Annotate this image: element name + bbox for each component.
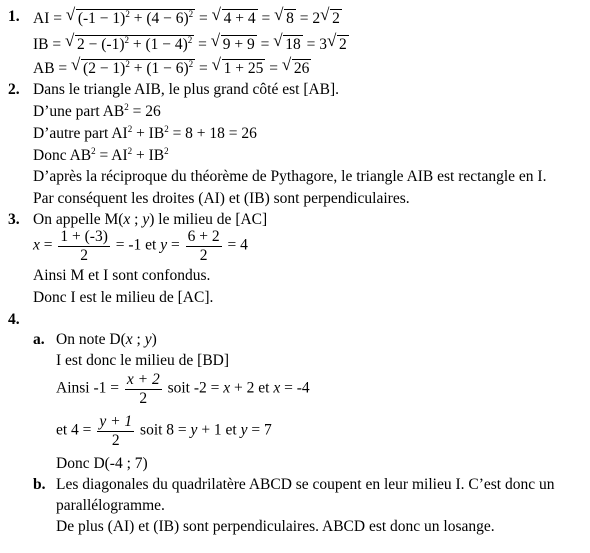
equals: = (256, 36, 274, 53)
fraction-denominator: 2 (80, 246, 88, 264)
exponent: 2 (164, 124, 169, 134)
exponent: 2 (127, 146, 133, 156)
ai-rad4: 2 (332, 10, 340, 27)
q4a-line4 (56, 414, 272, 448)
q3-line1-a: On appelle M( (33, 211, 124, 228)
fraction-y (186, 229, 222, 263)
ib-coef: 3 (319, 36, 328, 53)
exponent: 2 (125, 59, 130, 69)
var-y: y (160, 236, 168, 254)
equation-ib (33, 31, 349, 53)
fraction-denominator: 2 (199, 246, 208, 264)
q4a-line4-a: et 4 = (56, 421, 96, 439)
q2-line2-a: D’une part AB (33, 103, 125, 120)
var-x: x (123, 211, 131, 228)
q4a-line3-b: soit -2 = (163, 379, 224, 397)
fraction-denominator: 2 (139, 389, 148, 407)
ai-lhs: AI = (33, 10, 66, 27)
ai-rad2: 4 + 4 (223, 10, 256, 27)
fraction-numerator: 6 + 2 (187, 228, 220, 245)
radical-ai-3: √ 8 (274, 5, 294, 27)
part-label-a: a. (33, 331, 45, 348)
ai-rad1-b: + (4 − 6) (129, 10, 189, 27)
q2-line1: Dans le triangle AIB, le plus grand côté est [AB]. (33, 81, 340, 98)
q2-line3-b: + IB (132, 125, 165, 142)
radical-ab-3: √ 26 (281, 55, 310, 77)
exponent: 2 (164, 146, 169, 156)
q4a-line4-b: soit 8 = (136, 421, 191, 439)
part-label-b: b. (33, 476, 46, 493)
var-x: x (273, 379, 281, 397)
equals: = (265, 60, 282, 77)
q2-line4-c: + IB (132, 147, 165, 164)
q2-line3 (33, 126, 257, 142)
var-y: y (144, 331, 152, 348)
radical-ai-4: √ 2 (320, 5, 340, 27)
q4a-line3-d: = -4 (280, 379, 310, 397)
q2-line4-a: Donc AB (33, 147, 92, 164)
fraction-denominator: 2 (111, 431, 120, 449)
exponent: 2 (91, 146, 96, 156)
q4b-line2: parallélogramme. (56, 497, 165, 514)
fraction-y-plus-1 (97, 414, 134, 448)
var-y: y (240, 421, 248, 439)
question-number-2: 2. (8, 81, 20, 98)
equals: = (195, 10, 212, 27)
question-number-4: 4. (8, 311, 20, 328)
ab-rad1-b: + (1 − 6) (129, 60, 189, 77)
fraction-numerator: x + 2 (126, 371, 160, 388)
q2-line3-a: D’autre part AI (33, 125, 128, 142)
q4b-line1: Les diagonales du quadrilatère ABCD se coupent en leur milieu I. C’est donc un (56, 476, 555, 493)
q4a-line1-b: ) (151, 331, 157, 348)
radical-ib-4: √ 2 (327, 31, 347, 53)
q2-line2-b: = 26 (128, 103, 161, 120)
fraction-numerator: y + 1 (99, 413, 133, 430)
exponent: 2 (124, 35, 129, 45)
equals: = (195, 60, 212, 77)
q2-line3-c: = 8 + 18 = 26 (168, 125, 257, 142)
separator: ; (130, 211, 143, 228)
equation-ai (33, 5, 342, 27)
exponent: 2 (187, 35, 193, 45)
exponent: 2 (127, 124, 133, 134)
ab-rad2: 1 + 25 (223, 60, 264, 77)
q2-line2 (33, 104, 161, 120)
q3-line1 (33, 212, 267, 228)
separator: ; (132, 331, 145, 348)
var-y: y (190, 421, 198, 439)
ib-rad2: 9 + 9 (222, 36, 255, 53)
equals: = (167, 236, 184, 254)
q4a-line1 (56, 332, 157, 348)
q4a-line2: I est donc le milieu de [BD] (56, 352, 230, 369)
q4a-line3-a: Ainsi -1 = (56, 379, 123, 397)
ib-rad1-b: + (1 − 4) (128, 36, 188, 53)
radical-ib-3: √ 18 (273, 31, 301, 53)
exponent: 2 (125, 9, 130, 19)
q4a-line4-d: = 7 (247, 421, 272, 439)
var-x: x (223, 379, 231, 397)
ib-rad3: 18 (285, 36, 301, 53)
ib-lhs: IB = (33, 36, 65, 53)
q2-line4 (33, 148, 169, 164)
q4b-line3: De plus (AI) et (IB) sont perpendiculaires. ABCD est donc un losange. (56, 518, 495, 535)
equals: = (194, 36, 211, 53)
q4a-line3-c: + 2 et (230, 379, 274, 397)
fraction-numerator: 1 + (-3) (60, 228, 108, 245)
q3-line4: Donc I est le milieu de [AC]. (33, 289, 214, 306)
ib-rad4: 2 (339, 36, 347, 53)
exponent: 2 (188, 59, 194, 69)
ab-rad3: 26 (293, 60, 310, 77)
q2-line6: Par conséquent les droites (AI) et (IB) sont perpendiculaires. (33, 190, 410, 207)
q3-eq-x-rhs: = -1 et (111, 236, 161, 254)
radical-ai-1: √ $(-1 - 1)^2 + (4 - 6)^2$ (65, 5, 194, 27)
q4a-line4-c: + 1 et (197, 421, 241, 439)
exponent: 2 (124, 102, 129, 112)
equals: = (295, 10, 313, 27)
question-number-3: 3. (8, 211, 20, 228)
q2-line5: D’après la réciproque du théorème de Pythagore, le triangle AIB est rectangle en I. (33, 168, 547, 185)
equation-ab (33, 55, 311, 77)
fraction-x-plus-2 (125, 372, 162, 406)
question-number-1: 1. (8, 8, 20, 25)
radical-ib-1: √ $2 - (-1)^2 + (1 - 4)^2$ (65, 31, 193, 53)
ib-rad1-a: 2 − (-1) (77, 36, 125, 53)
exponent: 2 (188, 9, 194, 19)
q3-equation (33, 229, 248, 263)
radical-ib-2: √ 9 + 9 (210, 31, 255, 53)
ai-coef: 2 (312, 10, 321, 27)
var-y: y (142, 211, 150, 228)
equals: = (257, 10, 275, 27)
q3-line3: Ainsi M et I sont confondus. (33, 267, 211, 284)
q3-line1-b: ) le milieu de [AC] (149, 211, 268, 228)
var-x: x (33, 236, 40, 254)
equals: = (39, 236, 57, 254)
radical-ab-1: √ $(2 - 1)^2 + (1 - 6)^2$ (71, 55, 194, 77)
radical-ab-2: √ 1 + 25 (211, 55, 264, 77)
q3-eq-y-rhs: = 4 (223, 236, 248, 254)
q2-line4-b: = AI (95, 147, 128, 164)
fraction-x (58, 229, 109, 263)
q4a-line3 (56, 372, 310, 406)
ab-rad1-a: (2 − 1) (83, 60, 126, 77)
ai-rad1-a: (-1 − 1) (77, 10, 126, 27)
radical-ai-2: √ 4 + 4 (211, 5, 256, 27)
var-x: x (125, 331, 133, 348)
q4a-line5: Donc D(-4 ; 7) (56, 455, 148, 472)
equals: = (302, 36, 320, 53)
ab-lhs: AB = (33, 60, 72, 77)
ai-rad3: 8 (286, 10, 294, 27)
q4a-line1-a: On note D( (56, 331, 126, 348)
